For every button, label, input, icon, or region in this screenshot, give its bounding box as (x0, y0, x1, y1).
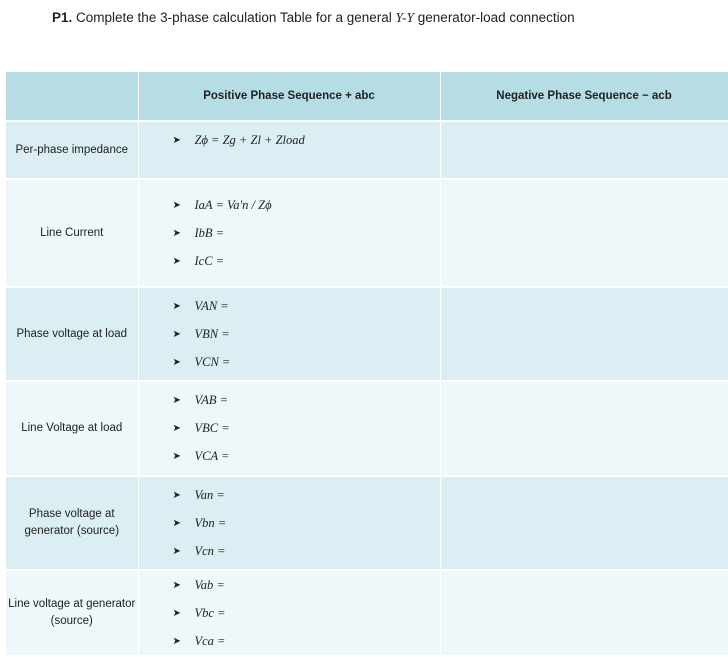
table-row (6, 287, 728, 381)
equation-text: Van = (194, 487, 225, 502)
equation-text: VAB = (194, 393, 229, 407)
arrow-bullet-icon: ➤ (172, 517, 181, 529)
equation-text: VCN = (194, 354, 231, 369)
row-label: Phase voltage at generator (source) (6, 476, 138, 570)
problem-number: P1. (52, 10, 73, 25)
equation (173, 126, 440, 154)
row-label: Per-phase impedance (6, 121, 138, 179)
table-row (6, 179, 728, 287)
equation (173, 509, 440, 537)
arrow-bullet-icon: ➤ (172, 607, 181, 619)
header-positive-sequence: Positive Phase Sequence + abc (138, 72, 440, 121)
problem-title (52, 10, 575, 26)
row-label: Phase voltage at load (6, 287, 138, 381)
equation (173, 599, 440, 627)
negative-cell[interactable] (440, 570, 728, 656)
equation-text: IcC = (194, 253, 225, 268)
equation (173, 571, 440, 599)
negative-cell[interactable] (440, 381, 728, 476)
table-row (6, 476, 728, 570)
negative-cell[interactable] (440, 287, 728, 381)
equation-text: VBN = (194, 326, 230, 341)
equation-text: IbB = (194, 225, 225, 240)
equation (173, 348, 440, 376)
arrow-bullet-icon: ➤ (172, 635, 181, 647)
arrow-bullet-icon: ➤ (172, 395, 181, 406)
row-label: Line voltage at generator (source) (6, 570, 138, 656)
equation (173, 219, 440, 247)
equation (173, 320, 440, 348)
equation-text: Vcn = (194, 543, 226, 558)
table-row (6, 570, 728, 656)
title-connection: Y-Y (395, 10, 415, 25)
row-label: Line Voltage at load (6, 381, 138, 476)
equation-text: IaA = Va'n / Zϕ (194, 197, 272, 212)
negative-cell[interactable] (440, 121, 728, 179)
arrow-bullet-icon: ➤ (172, 423, 181, 434)
arrow-bullet-icon: ➤ (172, 199, 181, 211)
positive-cell[interactable] (138, 287, 440, 381)
equation-text: Vab = (194, 577, 225, 592)
equation (173, 247, 440, 275)
positive-cell[interactable] (138, 381, 440, 476)
arrow-bullet-icon: ➤ (172, 134, 181, 146)
equation-text: VCA = (194, 449, 230, 463)
equation (173, 627, 440, 655)
title-text-before: Complete the 3-phase calculation Table for a general (76, 10, 392, 25)
header-row (6, 72, 728, 121)
arrow-bullet-icon: ➤ (172, 356, 181, 368)
positive-cell[interactable] (138, 121, 440, 179)
equation-text: VAN = (194, 298, 229, 313)
equation (173, 415, 440, 443)
positive-cell[interactable] (138, 476, 440, 570)
equation-text: Vbc = (194, 605, 226, 620)
equation-text: Vbn = (194, 515, 227, 530)
arrow-bullet-icon: ➤ (172, 328, 181, 340)
equation (173, 537, 440, 565)
arrow-bullet-icon: ➤ (172, 227, 181, 239)
title-text-after: generator-load connection (417, 10, 575, 25)
arrow-bullet-icon: ➤ (172, 451, 181, 462)
equation (173, 443, 440, 471)
equation-text: VBC = (194, 421, 230, 435)
positive-cell[interactable] (138, 570, 440, 656)
equation (173, 387, 440, 415)
header-negative-sequence: Negative Phase Sequence − acb (440, 72, 728, 121)
calculation-table (6, 72, 728, 657)
equation-text: Vca = (194, 633, 226, 648)
arrow-bullet-icon: ➤ (172, 579, 181, 591)
negative-cell[interactable] (440, 179, 728, 287)
arrow-bullet-icon: ➤ (172, 300, 181, 312)
arrow-bullet-icon: ➤ (172, 545, 181, 557)
arrow-bullet-icon: ➤ (172, 255, 181, 267)
positive-cell[interactable] (138, 179, 440, 287)
table-row (6, 121, 728, 179)
equation (173, 481, 440, 509)
equation (173, 292, 440, 320)
equation-text: Zϕ = Zg + Zl + Zload (194, 132, 305, 147)
equation (173, 191, 440, 219)
negative-cell[interactable] (440, 476, 728, 570)
header-blank (6, 72, 138, 121)
arrow-bullet-icon: ➤ (172, 489, 181, 501)
table-row (6, 381, 728, 476)
row-label: Line Current (6, 179, 138, 287)
